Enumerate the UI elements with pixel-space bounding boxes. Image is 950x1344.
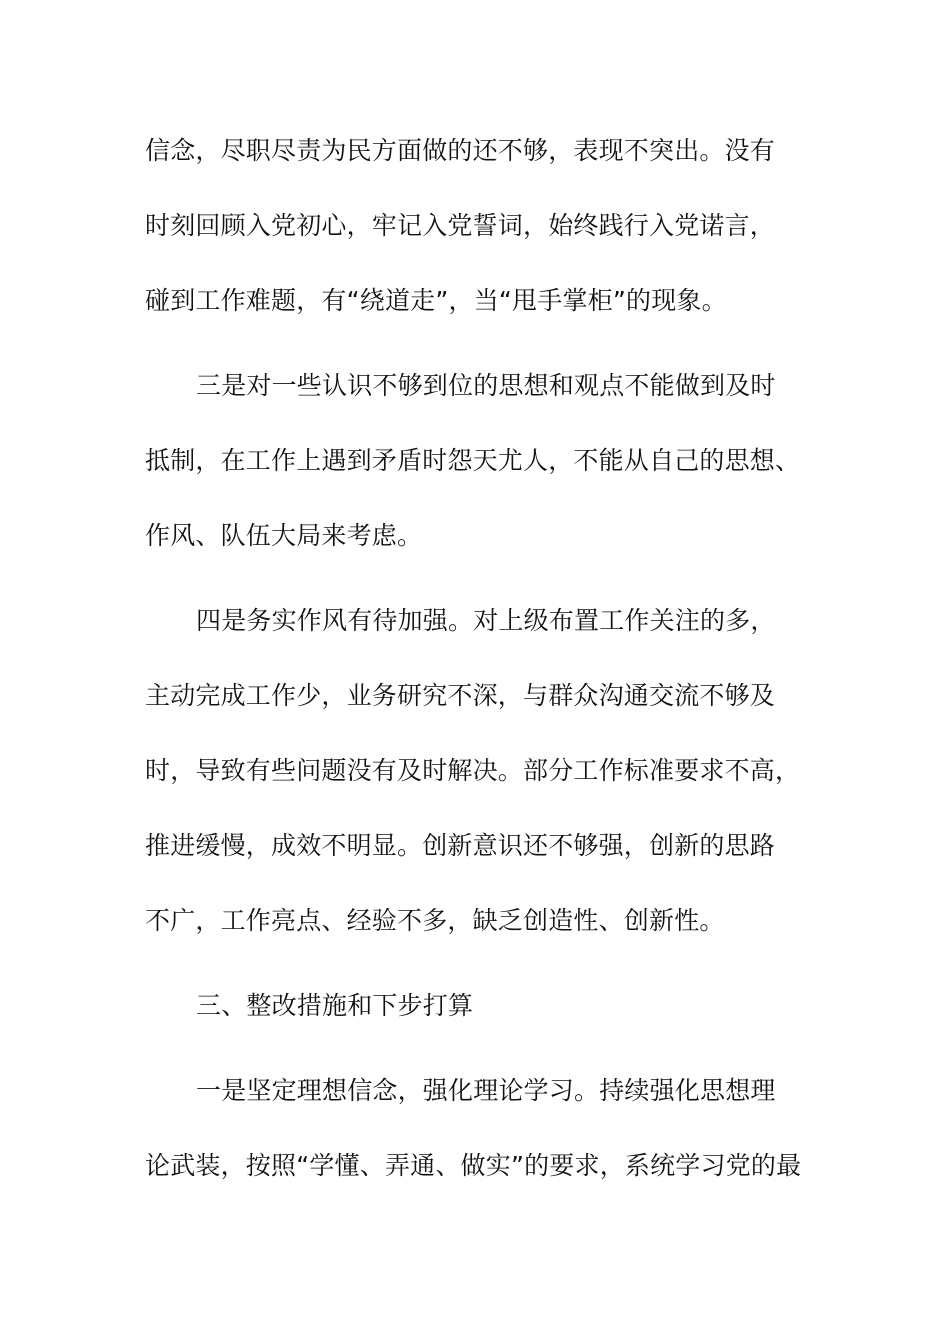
paragraph-line: 抵制，在工作上遇到矛盾时怨天尤人，不能从自己的思想、: [145, 446, 801, 475]
paragraph-line: 作风、队伍大局来考虑。: [145, 521, 423, 550]
paragraph-line: 一是坚定理想信念，强化理论学习。持续强化思想理: [196, 1076, 776, 1105]
paragraph-line: 时，导致有些问题没有及时解决。部分工作标准要求不高，: [145, 756, 801, 785]
paragraph-line: 时刻回顾入党初心，牢记入党誓词，始终践行入党诺言，: [145, 211, 776, 240]
paragraph-line: 论武装，按照“学懂、弄通、做实”的要求，系统学习党的最: [145, 1151, 802, 1180]
paragraph-line: 三是对一些认识不够到位的思想和观点不能做到及时: [196, 371, 776, 400]
paragraph-line: 主动完成工作少，业务研究不深，与群众沟通交流不够及: [145, 681, 776, 710]
paragraph-line: 四是务实作风有待加强。对上级布置工作关注的多，: [196, 606, 776, 635]
section-heading: 三、整改措施和下步打算: [196, 991, 474, 1020]
paragraph-line: 信念，尽职尽责为民方面做的还不够，表现不突出。没有: [145, 136, 776, 165]
paragraph-line: 推进缓慢，成效不明显。创新意识还不够强，创新的思路: [145, 831, 776, 860]
paragraph-line: 不广，工作亮点、经验不多，缺乏创造性、创新性。: [145, 906, 725, 935]
paragraph-line: 碰到工作难题，有“绕道走”，当“甩手掌柜”的现象。: [145, 286, 727, 315]
